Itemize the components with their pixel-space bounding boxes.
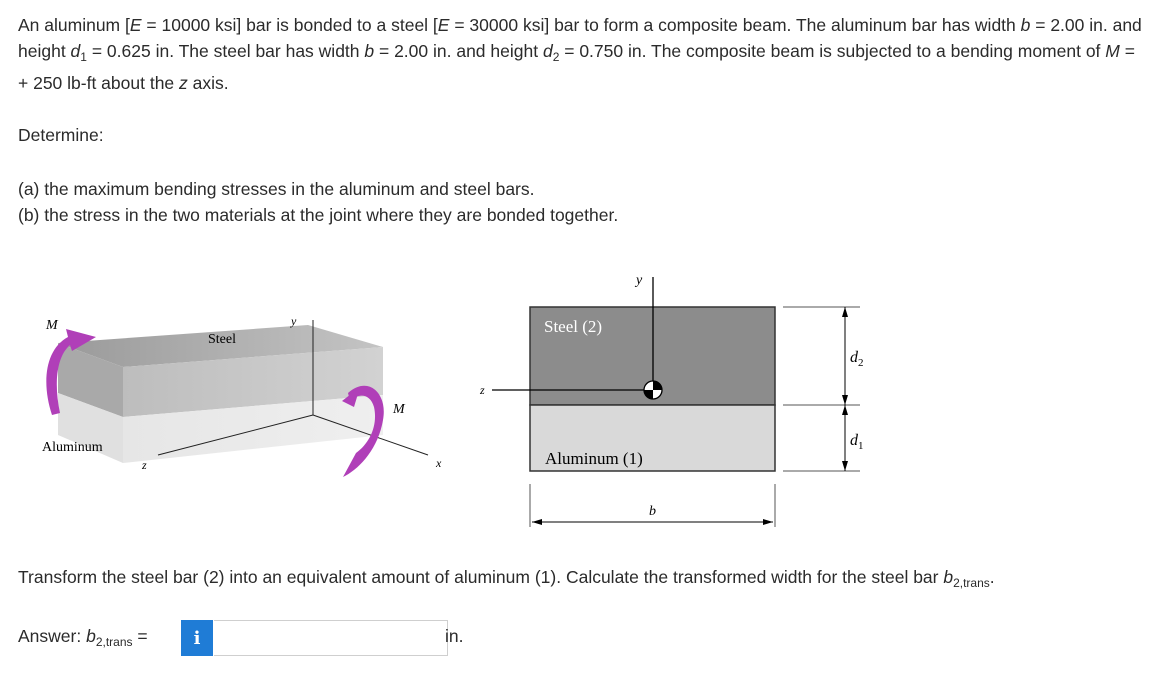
aluminum-section-label: Aluminum (1) [545,449,643,468]
width-b-label: b [649,504,656,519]
info-icon[interactable]: i [181,620,213,656]
height-d1-label: $d_1$ [850,432,864,452]
centroid-icon [644,381,662,399]
question-parts [18,176,618,228]
unit-label: in. [445,626,464,646]
section-z-label: z [480,383,485,397]
part-b: (b) the stress in the two materials at the joint where they are bonded together. [18,205,619,225]
answer-input[interactable] [214,620,448,656]
cross-section-figure [478,262,898,537]
x-axis-label: x [436,456,442,470]
z-axis-label: z [142,458,147,472]
y-axis-label: y [291,314,297,328]
moment-label-left: M [46,318,58,333]
isometric-beam-figure [38,305,468,480]
section-y-label: y [636,273,643,288]
part-a: (a) the maximum bending stresses in the aluminum and steel bars. [18,179,535,199]
problem-statement: An aluminum [E = 10000 ksi] bar is bonded to a steel [E = 30000 ksi] bar to form a composite beam. The aluminum bar has width b = 2.00 in. and height $d_1 = 0.625$ in. The steel bar has width b = 2.00 in. and height $d_2 = 0.750$ in. The composite beam is subjected to a bending moment of M = + 250 lb-ft about the z axis. [18,15,1142,93]
answer-label: Answer: $b_{2,trans}$ = [18,626,148,649]
transform-instruction: Transform the steel bar (2) into an equivalent amount of aluminum (1). Calculate the transformed width for the steel bar $b_{2,trans}$. [18,567,995,590]
aluminum-label: Aluminum [42,440,103,455]
steel-section-label: Steel (2) [544,317,603,336]
moment-label-right: M [393,402,405,417]
steel-label: Steel [208,332,236,347]
determine-heading: Determine: [18,125,104,145]
answer-row [18,618,518,658]
height-d2-label: $d_2$ [850,349,864,369]
